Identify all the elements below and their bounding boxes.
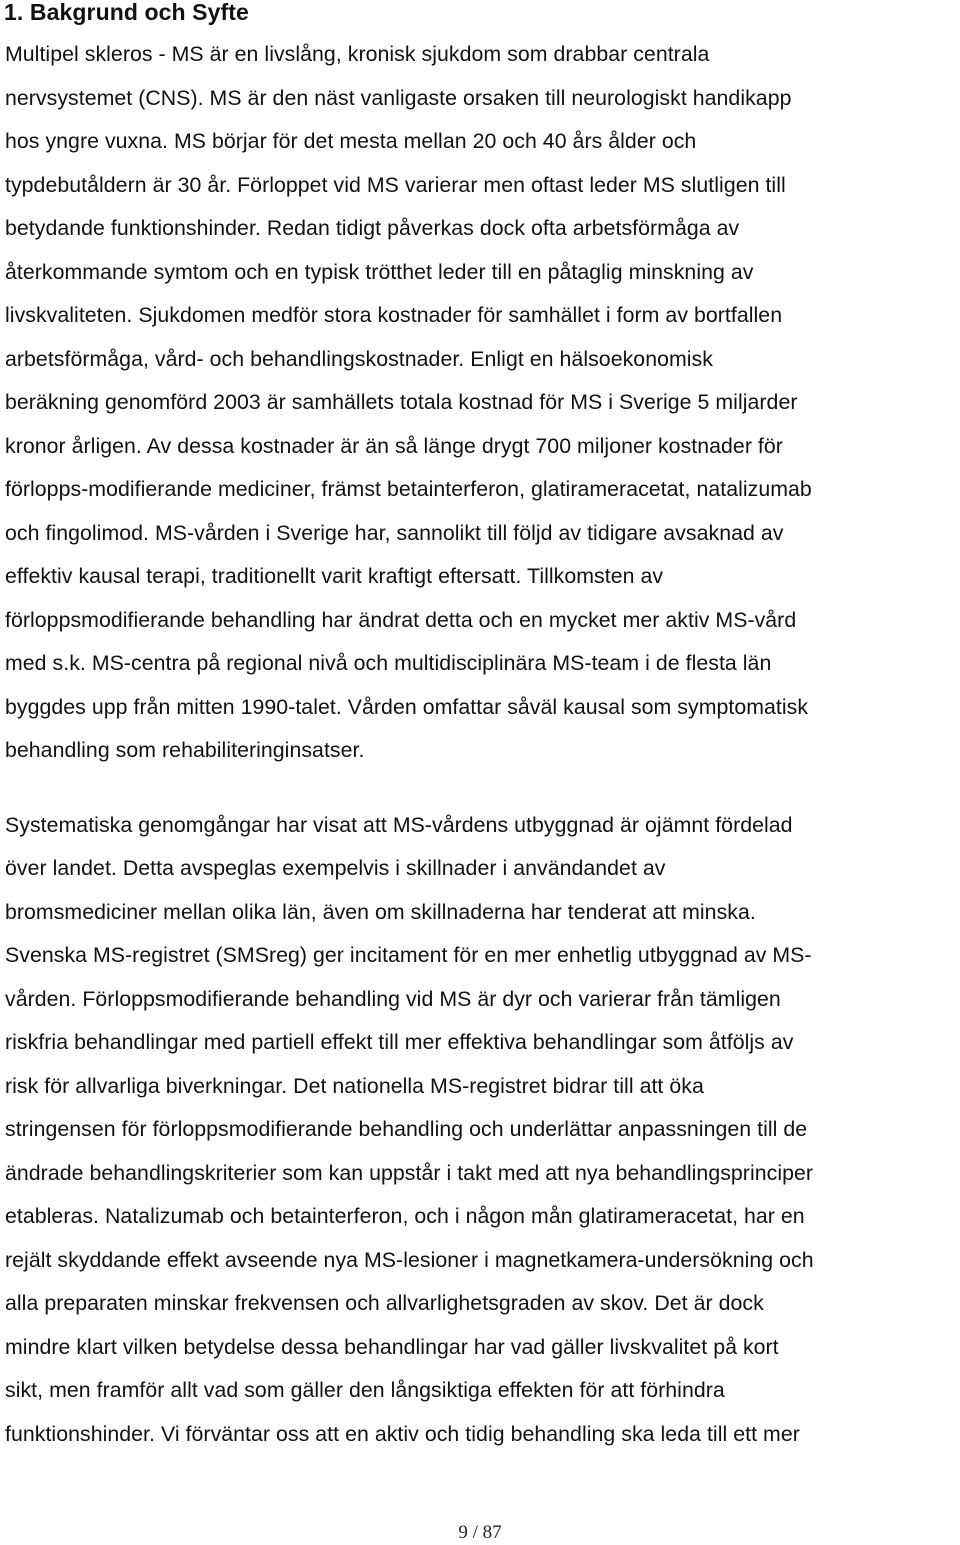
paragraph-line: rejält skyddande effekt avseende nya MS-lesioner i magnetkamera-undersökning och: [5, 1248, 814, 1272]
paragraph-line: mindre klart vilken betydelse dessa behandlingar har vad gäller livskvalitet på kort: [5, 1335, 779, 1359]
paragraph-line: kronor årligen. Av dessa kostnader är än så länge drygt 700 miljoner kostnader för: [5, 434, 783, 458]
paragraph-line: vården. Förloppsmodifierande behandling vid MS är dyr och varierar från tämligen: [5, 987, 781, 1011]
paragraph-line: behandling som rehabiliteringinsatser.: [5, 738, 365, 762]
paragraph-line: Multipel skleros - MS är en livslång, kronisk sjukdom som drabbar centrala: [5, 42, 710, 66]
paragraph-line: sikt, men framför allt vad som gäller den långsiktiga effekten för att förhindra: [5, 1378, 725, 1402]
paragraph-line: livskvaliteten. Sjukdomen medför stora kostnader för samhället i form av bortfallen: [5, 303, 783, 327]
paragraph-line: risk för allvarliga biverkningar. Det nationella MS-registret bidrar till att öka: [5, 1074, 704, 1098]
paragraph-line: Systematiska genomgångar har visat att MS-vårdens utbyggnad är ojämnt fördelad: [5, 813, 793, 837]
paragraph-line: beräkning genomförd 2003 är samhällets totala kostnad för MS i Sverige 5 miljarder: [5, 390, 798, 414]
paragraph-line: etableras. Natalizumab och betainterferon, och i någon mån glatirameracetat, har en: [5, 1204, 805, 1228]
paragraph-line: och fingolimod. MS-vården i Sverige har, sannolikt till följd av tidigare avsaknad av: [5, 521, 784, 545]
paragraph-line: typdebutåldern är 30 år. Förloppet vid MS varierar men oftast leder MS slutligen till: [5, 173, 786, 197]
paragraph-line: återkommande symtom och en typisk trötthet leder till en påtaglig minskning av: [5, 260, 754, 284]
paragraph-line: riskfria behandlingar med partiell effekt till mer effektiva behandlingar som åtföljs av: [5, 1030, 794, 1054]
paragraph-line: förlopps-modifierande mediciner, främst betainterferon, glatirameracetat, natalizumab: [5, 477, 812, 501]
paragraph-line: Svenska MS-registret (SMSreg) ger incitament för en mer enhetlig utbyggnad av MS-: [5, 943, 812, 967]
paragraph-line: med s.k. MS-centra på regional nivå och multidisciplinära MS-team i de flesta län: [5, 651, 772, 675]
paragraph-line: förloppsmodifierande behandling har ändrat detta och en mycket mer aktiv MS-vård: [5, 608, 797, 632]
paragraph-line: betydande funktionshinder. Redan tidigt påverkas dock ofta arbetsförmåga av: [5, 216, 740, 240]
paragraph-line: effektiv kausal terapi, traditionellt varit kraftigt eftersatt. Tillkomsten av: [5, 564, 664, 588]
paragraph-line: över landet. Detta avspeglas exempelvis i skillnader i användandet av: [5, 856, 666, 880]
paragraph-line: bromsmediciner mellan olika län, även om skillnaderna har tenderat att minska.: [5, 900, 756, 924]
paragraph-line: hos yngre vuxna. MS börjar för det mesta mellan 20 och 40 års ålder och: [5, 129, 697, 153]
paragraph-line: nervsystemet (CNS). MS är den näst vanligaste orsaken till neurologiskt handikapp: [5, 86, 792, 110]
paragraph-line: arbetsförmåga, vård- och behandlingskostnader. Enligt en hälsoekonomisk: [5, 347, 713, 371]
paragraph-line: alla preparaten minskar frekvensen och allvarlighetsgraden av skov. Det är dock: [5, 1291, 764, 1315]
paragraph-line: funktionshinder. Vi förväntar oss att en aktiv och tidig behandling ska leda till ett mer: [5, 1422, 800, 1446]
section-heading: 1. Bakgrund och Syfte: [4, 0, 249, 25]
paragraph-line: stringensen för förloppsmodifierande behandling och underlättar anpassningen till de: [5, 1117, 808, 1141]
paragraph-line: byggdes upp från mitten 1990-talet. Vården omfattar såväl kausal som symptomatisk: [5, 695, 809, 719]
page-number: 9 / 87: [458, 1522, 502, 1543]
paragraph-line: ändrade behandlingskriterier som kan uppstår i takt med att nya behandlingsprinciper: [5, 1161, 814, 1185]
